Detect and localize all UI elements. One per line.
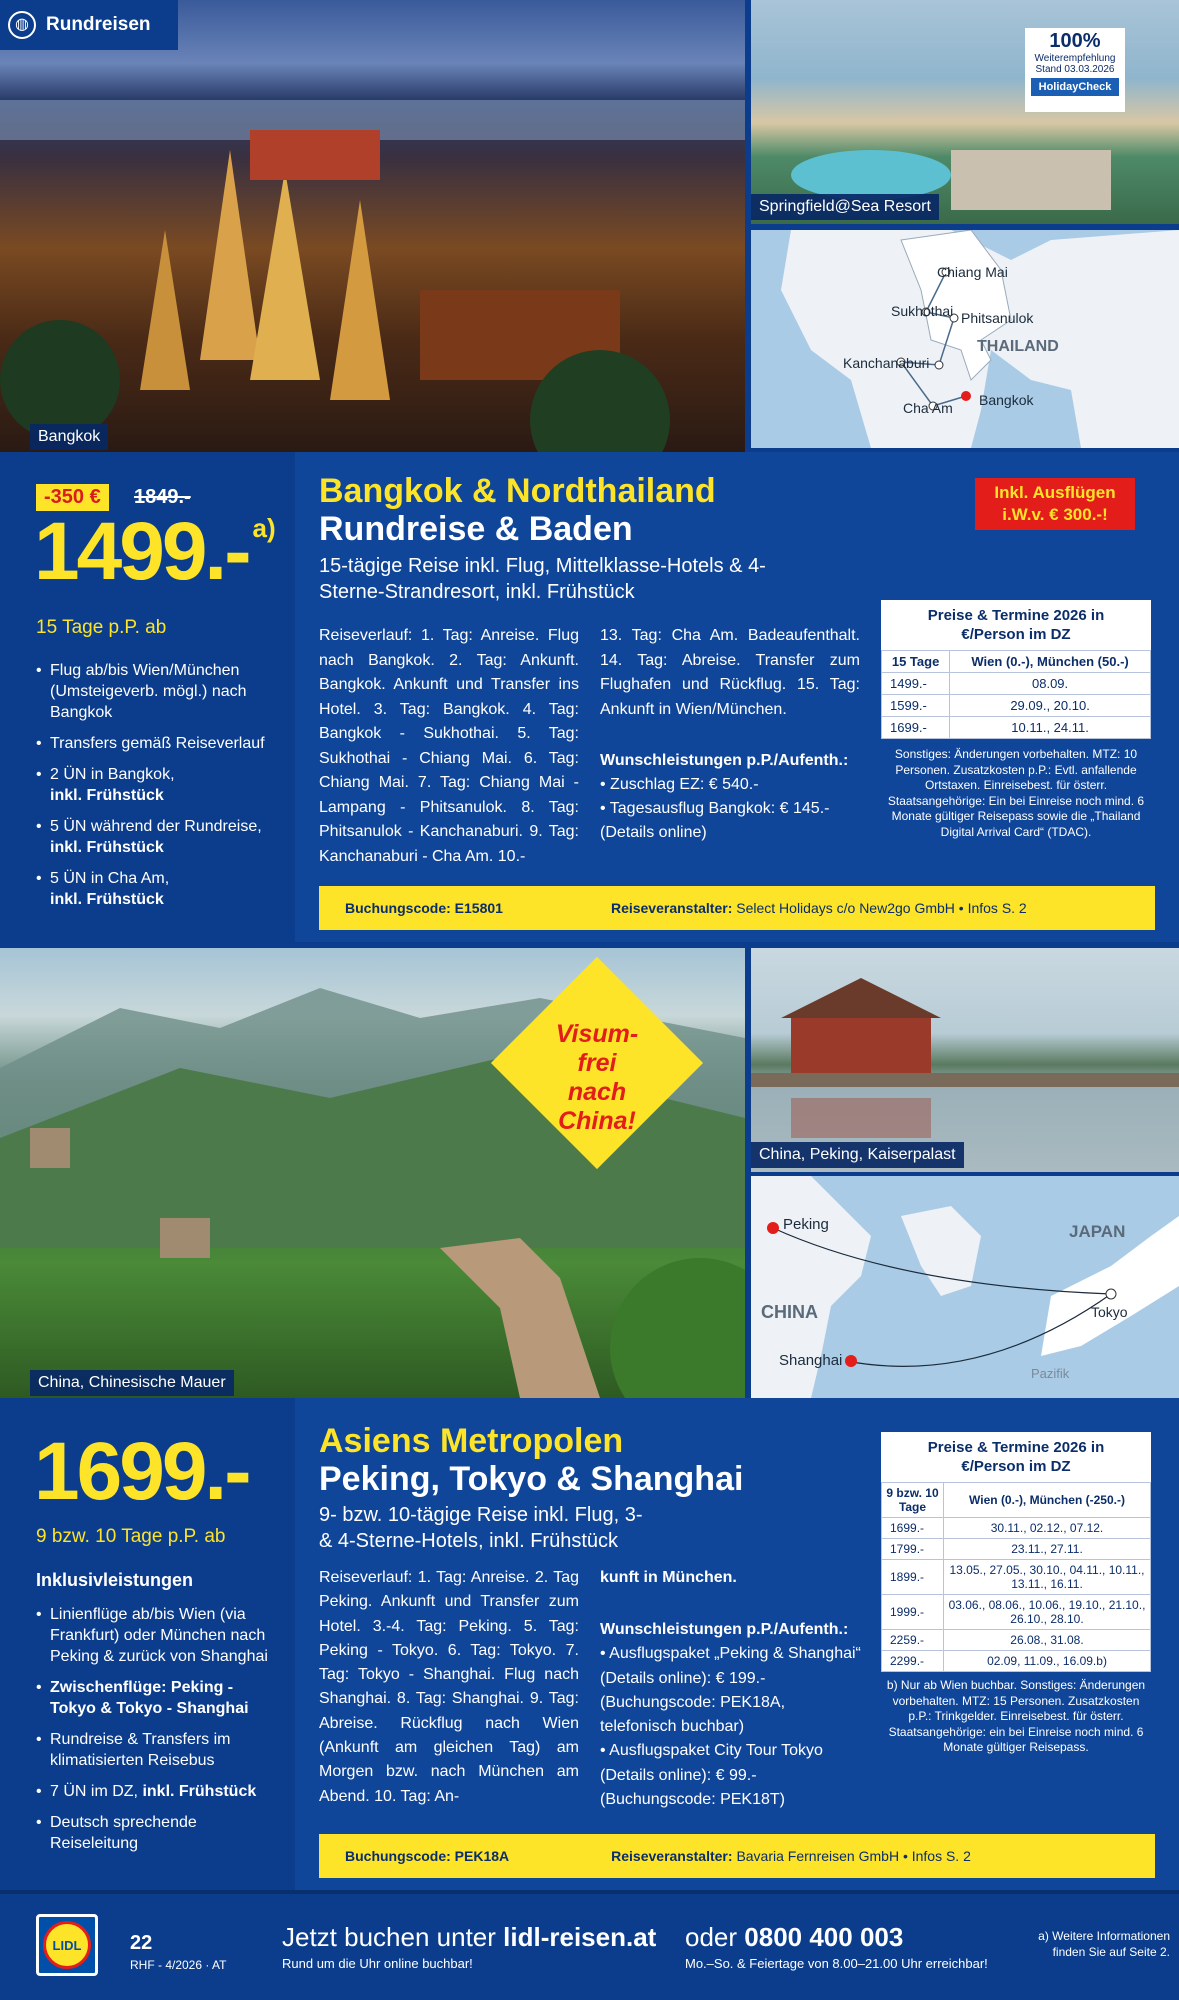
table-row: 1599.- 29.09., 20.10.: [882, 695, 1151, 717]
trip1-itinerary-col2: 13. Tag: Cha Am. Badeaufenthalt. 14. Tag: Abreise. Transfer zum Flughafen und Rückflug. 15. Tag: Ankunft in Wien/München.: [600, 627, 860, 718]
trip2-bullets: [36, 1604, 276, 1864]
china-map: [751, 1176, 1179, 1398]
map-country-thailand: THAILAND: [977, 338, 1059, 355]
table-row: 1999.- 03.06., 08.06., 10.06., 19.10., 21.10., 26.10., 28.10.: [882, 1595, 1151, 1630]
map-ocean-pazifik: Pazifik: [1031, 1366, 1070, 1381]
table-row: 1499.- 08.09.: [882, 673, 1151, 695]
list-item: • Zwischenflüge: Peking - Tokyo & Tokyo - Shanghai: [36, 1677, 276, 1719]
table-row: 1699.- 30.11., 02.12., 07.12.: [882, 1518, 1151, 1539]
trip2-subtitle: 9- bzw. 10-tägige Reise inkl. Flug, 3- & 4-Sterne-Hotels, inkl. Frühstück: [319, 1504, 643, 1552]
lidl-logo: LIDL: [36, 1914, 98, 1976]
map-city-chiangmai: Chiang Mai: [937, 264, 1008, 280]
trip2-itinerary-col1: Reiseverlauf: 1. Tag: Anreise. 2. Tag Peking. Ankunft und Transfer zum Hotel. 3.-4. Tag: Peking. 5. Tag: Peking - Tokyo. 6. Tag: Tokyo. 7. Tag: Tokyo - Shanghai. Flug nach Shanghai. 8. Tag: Shanghai. 9. Tag: Abreise. Rückflug nach Wien (Ankunft am gleichen Tag) am Morgen bzw. nach München am Abend. 10. Tag: An-: [319, 1569, 579, 1805]
trip1-subtitle-heading: Rundreise & Baden: [319, 510, 633, 548]
trip1-title: Bangkok & Nordthailand: [319, 472, 716, 510]
trip2-incl-title: Inklusivleistungen: [36, 1570, 194, 1590]
list-item: • 5 ÜN während der Rundreise, inkl. Frühstück: [36, 816, 276, 858]
phone-link[interactable]: 0800 400 003: [744, 1922, 904, 1952]
trip2-extras: Wunschleistungen p.P./Aufenth.: • Ausflugspaket „Peking & Shanghai“ (Details online): € 199.- (Buchungscode: PEK18A, telefonisch buchbar) • Ausflugspaket City Tour Tokyo (Details online): € 99.- (Buchungscode: PEK18T): [600, 1618, 862, 1812]
visa-badge-text: Visum-frei nach China!: [555, 1020, 639, 1135]
excursion-badge: Inkl. Ausflügen i.W.v. € 300.-!: [975, 478, 1135, 530]
trip1-content: [295, 452, 1179, 942]
map-city-shanghai: Shanghai: [779, 1352, 843, 1369]
trip2-subtitle-heading: Peking, Tokyo & Shanghai: [319, 1460, 744, 1498]
trip2-title: Asiens Metropolen: [319, 1422, 624, 1460]
list-item: • Rundreise & Transfers im klimatisierten Reisebus: [36, 1729, 276, 1771]
bangkok-caption: Bangkok: [30, 424, 108, 450]
trip1-subtitle: 15-tägige Reise inkl. Flug, Mittelklasse-Hotels & 4-Sterne-Strandresort, inkl. Frühstück: [319, 555, 766, 603]
trip2-price-panel: [0, 1398, 295, 1890]
trip1-price-panel: [0, 452, 295, 942]
list-item: • Ausflugspaket City Tour Tokyo (Details online): € 99.- (Buchungscode: PEK18T): [600, 1742, 823, 1809]
bangkok-photo: [0, 0, 745, 452]
booking-cta-sub: Rund um die Uhr online buchbar!: [282, 1956, 473, 1971]
trip1-price: 1499.- $^{a)}$: [34, 506, 276, 597]
footnote: a) Weitere Informationen finden Sie auf Seite 2.: [1038, 1929, 1170, 1959]
trip1-duration: 15 Tage p.P. ab: [36, 617, 167, 638]
trip1-bullets: [36, 660, 276, 920]
map-city-tokyo: Tokyo: [1091, 1304, 1128, 1320]
table-row: 2259.- 26.08., 31.08.: [882, 1630, 1151, 1651]
booking-code: PEK18A: [454, 1848, 510, 1864]
list-item: • 7 ÜN im DZ, inkl. Frühstück: [36, 1781, 276, 1802]
trip2-content: [295, 1398, 1179, 1890]
kaiserpalast-caption: China, Peking, Kaiserpalast: [751, 1142, 964, 1168]
booking-code: E15801: [454, 900, 503, 916]
list-item: • Flug ab/bis Wien/München (Umsteigeverb. mögl.) nach Bangkok: [36, 660, 276, 723]
trip1-extras: Wunschleistungen p.P./Aufenth.: • Zuschlag EZ: € 540.- • Tagesausflug Bangkok: € 145.- (Details online): [600, 749, 860, 845]
trip2-price-table: Preise & Termine 2026 in €/Person im DZ 9 bzw. 10 Tage Wien (0.-), München (-250.-) 1699.- 30.11., 02.12., 07.12. 1799.- 23.11., 27.11. 1899.- 13.05., 27.05., 30.10., 04.11., 10.11., 13.11., 16.11. 1999.- 03.06., 08.06., 10.06., 19.10., 21.10., 26.10., 28.10. 2259.- 26.08., 31.08. 2299.- 02.09, 11.09., 16.09.b) b) Nur ab Wien buchbar. Sonstiges: Änderungen vorbehalten. MTZ: 15 Personen. Zusatzkosten p.P.: Trinkgelder. Einreisebest. für österr. Staatsangehörige: ein bei Einreise noch mind. 6 Monate gültiger Reisepass.: [881, 1432, 1151, 1756]
map-city-bangkok: Bangkok: [979, 392, 1034, 408]
trip1-notes: Sonstiges: Änderungen vorbehalten. MTZ: 10 Personen. Zusatzkosten p.P.: Evtl. anfallende Ortstaxen. Einreisebest. für österr. Staatsangehörige: Ein bei Einreise noch mind. 6 Monate gültiger Reisepass sowie die „Thailand Digital Arrival Card“ (TDAC).: [887, 747, 1145, 839]
trip2-booking-bar: Buchungscode: PEK18A Reiseveranstalter: Bavaria Fernreisen GmbH • Infos S. 2: [319, 1834, 1155, 1878]
table-row: 1699.- 10.11., 24.11.: [882, 717, 1151, 739]
footer: [0, 1890, 1179, 2000]
list-item: • 2 ÜN in Bangkok, inkl. Frühstück: [36, 764, 276, 806]
table-row: 2299.- 02.09, 11.09., 16.09.b): [882, 1651, 1151, 1672]
list-item: • Transfers gemäß Reiseverlauf: [36, 733, 276, 754]
trip2-notes: b) Nur ab Wien buchbar. Sonstiges: Änderungen vorbehalten. MTZ: 15 Personen. Zusatzkosten p.P.: Trinkgelder. Einreisebest. für österr. Staatsangehörige: ein bei Einreise noch mind. 6 Monate gültiger Reisepass.: [886, 1678, 1146, 1754]
trip1-itinerary-col1: Reiseverlauf: 1. Tag: Anreise. Flug nach Bangkok. 2. Tag: Ankunft. Bangkok. Ankunft und Transfer ins Hotel. 3. Tag: Bangkok. 4. Tag: Bangkok - Sukhothai. 5. Tag: Sukhothai - Chiang Mai. 6. Tag: Chiang Mai. 7. Tag: Chiang Mai - Lampang - Phitsanulok. 8. Tag: Phitsanulok - Kanchanaburi. 9. Tag: Kanchanaburi - Cha Am. 10.-: [319, 627, 579, 865]
list-item: • Zuschlag EZ: € 540.-: [600, 776, 759, 793]
list-item: • Ausflugspaket „Peking & Shanghai“ (Details online): € 199.- (Buchungscode: PEK18A, telefonisch buchbar): [600, 1645, 861, 1736]
trip1-price-table: Preise & Termine 2026 in €/Person im DZ 15 Tage Wien (0.-), München (50.-) 1499.- 08.09. 1599.- 29.09., 20.10. 1699.- 10.11., 24.11. Sonstiges: Änderungen vorbehalten. MTZ: 10 Personen. Zusatzkosten p.P.: Evtl. anfallende Ortstaxen. Einreisebest. für österr. Staatsangehörige: Ein bei Einreise noch mind. 6 Monate gültiger Reisepass sowie die „Thailand Digital Arrival Card“ (TDAC).: [881, 600, 1151, 840]
list-item: • Tagesausflug Bangkok: € 145.- (Details online): [600, 800, 830, 841]
trip2-itinerary-col2: kunft in München.: [600, 1569, 737, 1586]
page-number: 22: [130, 1932, 153, 1954]
trip1-booking-bar: Buchungscode: E15801 Reiseveranstalter: Select Holidays c/o New2go GmbH • Infos S. 2: [319, 886, 1155, 930]
phone-cta: oder 0800 400 003: [685, 1922, 904, 1952]
thailand-map: [751, 230, 1179, 448]
booking-cta: Jetzt buchen unter lidl-reisen.at: [282, 1922, 657, 1952]
map-city-chaam: Cha Am: [903, 400, 953, 416]
holidaycheck-badge: 100% Weiterempfehlung Stand 03.03.2026 HolidayCheck: [1025, 28, 1125, 112]
section-label: ◍ Rundreisen: [0, 0, 178, 50]
map-country-japan: JAPAN: [1069, 1222, 1126, 1241]
lidl-reisen-link[interactable]: lidl-reisen.at: [503, 1922, 657, 1952]
map-country-china: CHINA: [761, 1302, 818, 1322]
map-city-kanchanaburi: Kanchanaburi: [843, 355, 930, 371]
table-row: 1899.- 13.05., 27.05., 30.10., 04.11., 10.11., 13.11., 16.11.: [882, 1560, 1151, 1595]
map-city-sukhothai: Sukhothai: [891, 303, 954, 319]
discount-badge: -350 €: [36, 484, 109, 511]
globe-icon: ◍: [8, 11, 36, 39]
edition: RHF - 4/2026 · AT: [130, 1958, 227, 1972]
holidaycheck-logo: HolidayCheck: [1031, 78, 1119, 96]
old-price: 1849.-: [134, 486, 191, 508]
resort-caption: Springfield@Sea Resort: [751, 194, 939, 220]
trip2-duration: 9 bzw. 10 Tage p.P. ab: [36, 1526, 226, 1547]
map-city-phitsanulok: Phitsanulok: [961, 310, 1034, 326]
list-item: • 5 ÜN in Cha Am, inkl. Frühstück: [36, 868, 276, 910]
map-city-peking: Peking: [783, 1216, 829, 1233]
table-row: 1799.- 23.11., 27.11.: [882, 1539, 1151, 1560]
list-item: • Linienflüge ab/bis Wien (via Frankfurt) oder München nach Peking & zurück von Shanghai: [36, 1604, 276, 1667]
phone-cta-sub: Mo.–So. & Feiertage von 8.00–21.00 Uhr erreichbar!: [685, 1956, 988, 1971]
great-wall-caption: China, Chinesische Mauer: [30, 1370, 234, 1396]
list-item: • Deutsch sprechende Reiseleitung: [36, 1812, 276, 1854]
trip2-price: 1699.-: [34, 1426, 249, 1517]
kaiserpalast-photo: [751, 948, 1179, 1172]
